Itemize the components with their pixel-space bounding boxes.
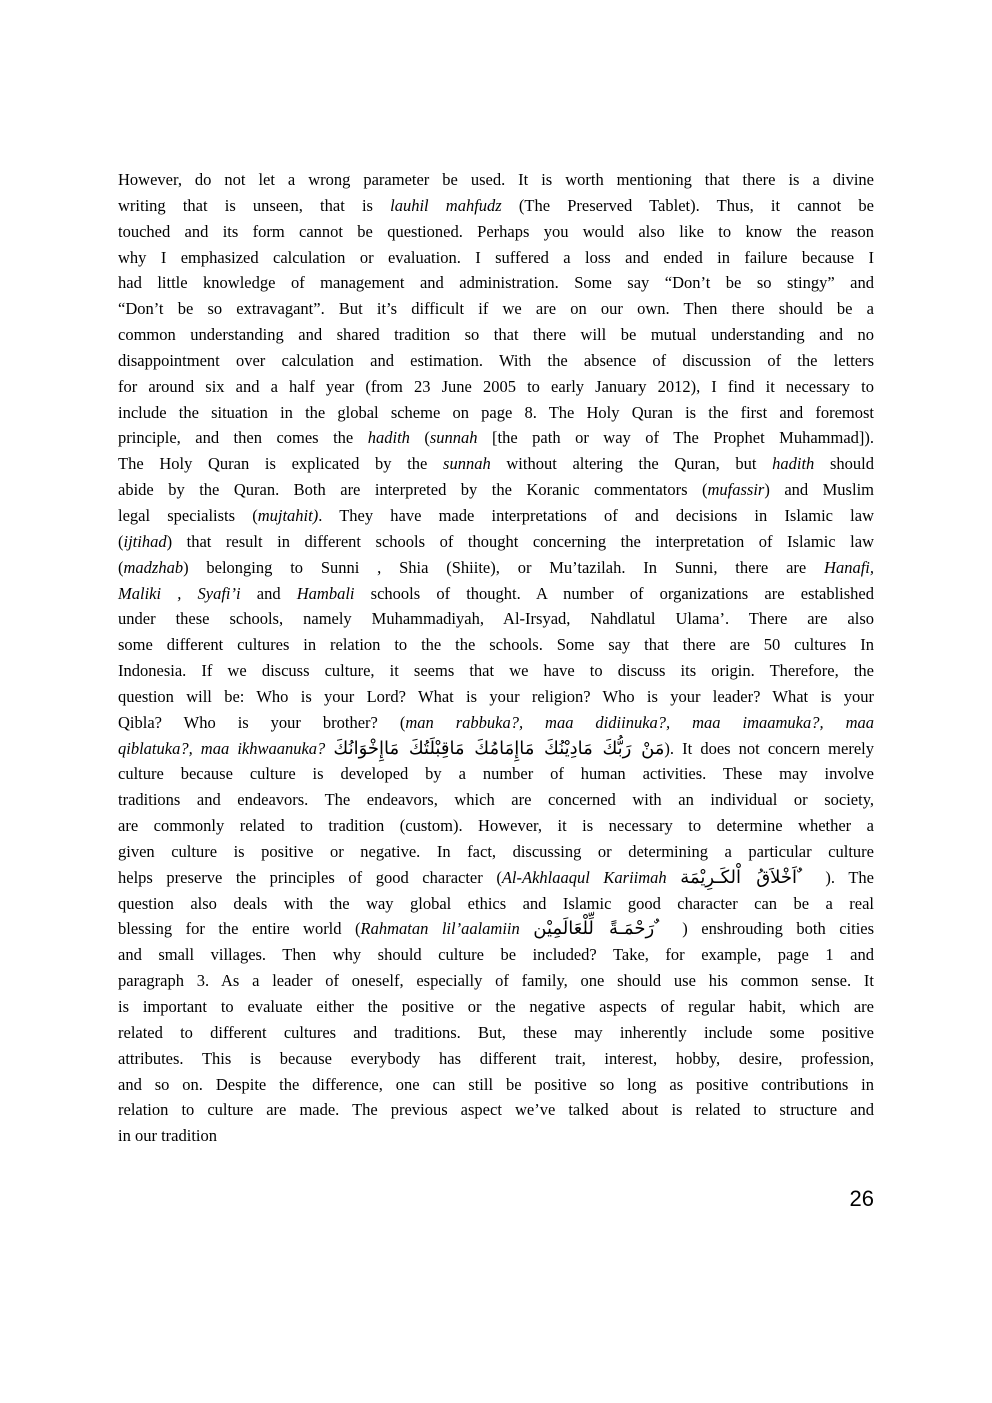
text-line [118,451,874,477]
italic-text-run: Hambali [296,583,355,603]
italic-text-run: qiblatuka?, maa ikhwaanuka? [118,738,334,758]
arabic-text-run: رَحْمَـةً لِّلْعَالَمِيْن ٌ [533,918,669,940]
body-paragraph [118,167,874,1149]
text-line [118,1097,874,1123]
text-run: ( [118,531,124,551]
text-run: ) and Muslim [764,480,874,500]
text-line [118,761,874,787]
text-run: is important to evaluate either the positive or the negative aspects of regular habit, which are [118,997,874,1016]
text-run: However, do not let a wrong parameter be used. It is worth mentioning that there is a divine [118,170,874,189]
text-run: and small villages. Then why should culture be included? Take, for example, page 1 and [118,945,874,965]
italic-text-run: Rahmatan lil’aalamiin [360,919,534,939]
text-line [118,736,874,762]
text-line [118,710,874,736]
text-line [118,425,874,451]
text-run: and [240,583,297,603]
italic-text-run: Maliki , Syafi’i [118,583,241,603]
text-line [118,400,874,426]
text-line [118,529,874,555]
text-run: legal specialists ( [118,505,258,525]
text-line [118,968,874,994]
text-run: The Holy Quran is explicated by the [118,454,444,474]
text-run: paragraph 3. As a leader of oneself, especially of family, one should use his common sense. It [118,971,874,991]
text-run: in our tradition [118,1126,217,1146]
text-run: had little knowledge of management and administration. Some say “Don’t be so stingy” and [118,273,874,293]
text-run: ) that result in different schools of thought concerning the interpretation of Islamic law [166,531,874,551]
text-line [118,684,874,710]
italic-text-run: ijtihad [123,531,167,551]
text-run: relation to culture are made. The previous aspect we’ve talked about is related to structure and [118,1100,874,1120]
text-run: ). It does not concern merely [664,738,874,758]
italic-text-run: hadith [367,428,410,448]
text-line [118,891,874,917]
text-run: helps preserve the principles of good character ( [118,867,502,887]
italic-text-run: mujtahit) [257,505,319,525]
text-run: ) belonging to Sunni , Shia (Shiite), or Mu’tazilah. In Sunni, there are [183,557,825,577]
italic-text-run: Hanafi, [824,557,874,577]
text-line [118,606,874,632]
text-run: Indonesia. If we discuss culture, it seems that we have to discuss its origin. Therefore, the [118,661,874,681]
text-line [118,477,874,503]
text-run: for around six and a half year (from 23 June 2005 to early January 2012), I find it necessary to [118,376,874,396]
text-line [118,270,874,296]
text-run: traditions and endeavors. The endeavors, which are concerned with an individual or society, [118,790,874,810]
text-line [118,632,874,658]
text-line [118,245,874,271]
italic-text-run: mufassir [707,480,765,500]
text-line [118,348,874,374]
arabic-text-run: اَخْلاَقُ اْلكَـرِيْمَة ٌ [680,866,812,888]
text-line [118,813,874,839]
text-line [118,167,874,193]
text-line [118,865,874,891]
italic-text-run: madzhab [123,557,184,577]
text-run: question will be: Who is your Lord? What is your religion? Who is your leader? What is your [118,686,874,706]
page-number: 26 [849,1186,874,1211]
text-run: “Don’t be so extravagant”. But it’s difficult if we are on our own. Then there should be a [118,299,874,319]
text-line [118,219,874,245]
text-run: question also deals with the way global ethics and Islamic good character can be a real [118,893,874,913]
text-line [118,994,874,1020]
text-run: [the path or way of The Prophet Muhammad]). [477,428,875,448]
italic-text-run: sunnah [443,454,491,474]
text-run: ). The [811,867,874,887]
text-run: without altering the Quran, but [490,454,773,474]
text-run: blessing for the entire world ( [118,919,361,939]
text-line [118,555,874,581]
text-run: under these schools, namely Muhammadiyah, Al-Irsyad, Nahdlatul Ulama’. There are also [118,609,874,629]
text-line [118,322,874,348]
text-line [118,296,874,322]
text-run: common understanding and shared tradition so that there will be mutual understanding and no [118,325,874,345]
text-line [118,787,874,813]
text-line [118,581,874,607]
italic-text-run: Al-Akhlaaqul Kariimah [501,867,681,887]
text-run: given culture is positive or negative. In fact, discussing or determining a particular culture [118,841,874,861]
text-line [118,1123,874,1149]
italic-text-run: lauhil mahfudz [390,195,502,215]
text-run: (The Preserved Tablet). Thus, it cannot be [501,195,874,215]
text-line [118,503,874,529]
text-run: disappointment over calculation and estimation. With the absence of discussion of the letters [118,350,874,370]
text-run: related to different cultures and traditions. But, these may inherently include some positive [118,1022,874,1042]
text-line [118,1020,874,1046]
text-run: are commonly related to tradition (custom). However, it is necessary to determine whether a [118,816,874,836]
text-run: culture because culture is developed by a number of human activities. These may involve [118,764,874,784]
text-run: and so on. Despite the difference, one can still be positive so long as positive contributions in [118,1074,874,1094]
text-line [118,658,874,684]
text-line [118,839,874,865]
text-run: ( [118,557,124,577]
text-run: some different cultures in relation to the the schools. Some say that there are 50 cultures In [118,635,874,655]
text-run: ) enshrouding both cities [668,919,875,939]
text-run: abide by the Quran. Both are interpreted by the Koranic commentators ( [118,480,708,500]
text-line [118,1072,874,1098]
arabic-text-run: مَنْ رَبُّكَ مَادِيْنُكَ مَاإِمَامُكَ مَاقِبْلَتُكَ مَاإِخْوَانُكَ [333,737,665,759]
italic-text-run: sunnah [429,428,478,448]
text-line [118,916,874,942]
text-run: attributes. This is because everybody has different trait, interest, hobby, desire, profession, [118,1048,874,1068]
italic-text-run: man rabbuka?, maa didiinuka?, maa imaamuka?, maa [405,712,874,732]
text-line [118,1046,874,1072]
text-line [118,942,874,968]
text-run: why I emphasized calculation or evaluation. I suffered a loss and ended in failure because I [118,247,874,267]
text-line [118,374,874,400]
text-run: ( [409,428,430,448]
italic-text-run: hadith [772,454,815,474]
text-run: touched and its form cannot be questioned. Perhaps you would also like to know the reason [118,221,874,241]
text-run: schools of thought. A number of organizations are established [354,583,875,603]
text-run: principle, and then comes the [118,428,368,448]
text-run: writing that is unseen, that is [118,195,391,215]
text-run: include the situation in the global scheme on page 8. The Holy Quran is the first and foremost [118,402,874,422]
text-run: . They have made interpretations of and decisions in Islamic law [318,505,874,525]
text-run: Qibla? Who is your brother? ( [118,712,406,732]
text-line [118,193,874,219]
text-run: should [814,454,874,474]
